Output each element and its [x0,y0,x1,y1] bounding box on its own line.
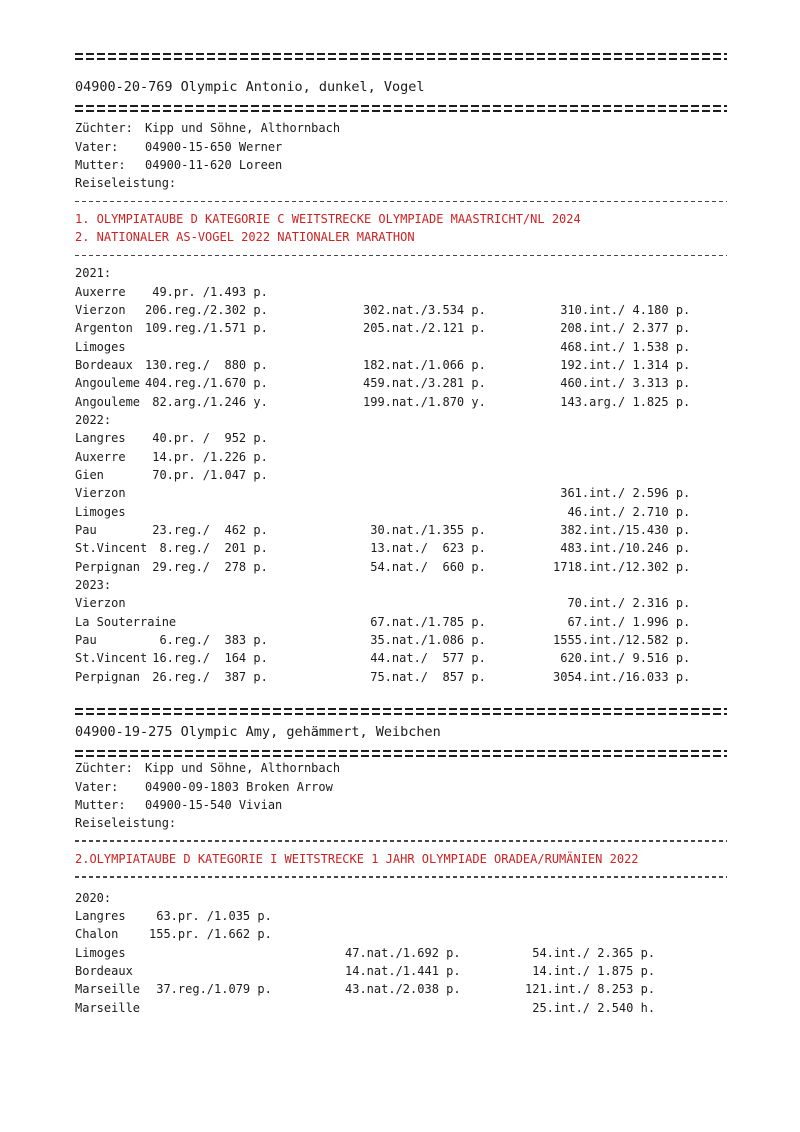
result-row [75,613,727,631]
international-result: 208.int./ 2.377 p. [553,321,691,336]
result-row [75,484,727,502]
honor-line: 1. OLYMPIATAUBE D KATEGORIE C WEITSTRECKE OLYMPIADE MAASTRICHT/NL 2024 [75,212,581,227]
document-content [75,0,727,1017]
result-row [75,907,727,925]
separator-bar [75,755,727,757]
result-row [75,411,727,429]
pigeon-record [75,708,727,1017]
separator-double [75,750,727,757]
info-label: Züchter: [75,121,133,136]
result-row [75,980,727,998]
separator-dashed [75,255,727,257]
regional-result: 109.reg./1.571 p. [145,321,268,336]
regional-result: 8.reg./ 201 p. [145,541,268,556]
result-row [75,962,727,980]
result-row [75,393,727,411]
race-location: Angouleme [75,394,141,409]
international-result: 25.int./ 2.540 h. [525,1000,656,1015]
result-row [75,356,727,374]
info-value: 04900-09-1803 Broken Arrow [145,779,333,794]
race-location: Auxerre [75,449,126,464]
result-row [75,319,727,337]
result-row [75,503,727,521]
regional-result: 49.pr. /1.493 p. [145,284,268,299]
race-location: Pau [75,632,97,647]
info-label: Mutter: [75,797,126,812]
national-result: 67.nat./1.785 p. [363,614,486,629]
regional-result: 70.pr. /1.047 p. [145,467,268,482]
regional-result: 206.reg./2.302 p. [145,302,268,317]
pigeon-record [75,53,727,686]
result-row [75,668,727,686]
result-row [75,301,727,319]
result-row [75,374,727,392]
info-row [75,796,727,814]
regional-result: 63.pr. /1.035 p. [149,909,272,924]
race-location: Limoges [75,945,126,960]
results-table [75,889,727,1017]
info-row [75,119,727,137]
national-result: 459.nat./3.281 p. [363,376,486,391]
info-row [75,814,727,832]
result-row [75,283,727,301]
result-row [75,594,727,612]
separator-bar [75,110,727,112]
race-location: Vierzon [75,486,126,501]
info-row [75,759,727,777]
info-label: Reiseleistung: [75,816,177,831]
regional-result: 23.reg./ 462 p. [145,522,268,537]
race-location: St.Vincent [75,541,148,556]
regional-result: 6.reg./ 383 p. [145,632,268,647]
race-location: Pau [75,522,97,537]
result-row [75,925,727,943]
international-result: 67.int./ 1.996 p. [553,614,691,629]
national-result: 43.nat./2.038 p. [345,982,461,997]
international-result: 46.int./ 2.710 p. [553,504,691,519]
record-title: 04900-19-275 Olympic Amy, gehämmert, Weibchen [75,723,441,740]
race-location: 2022: [75,412,112,427]
pedigree-info [75,119,727,192]
info-value: 04900-11-620 Loreen [145,157,283,172]
info-row [75,156,727,174]
info-label: Reiseleistung: [75,176,177,191]
regional-result: 130.reg./ 880 p. [145,357,268,372]
race-location: Vierzon [75,302,126,317]
regional-result: 40.pr. / 952 p. [145,431,268,446]
result-row [75,631,727,649]
race-location: Chalon [75,927,119,942]
international-result: 54.int./ 2.365 p. [525,945,656,960]
race-location: Perpignan [75,669,141,684]
national-result: 35.nat./1.086 p. [363,632,486,647]
result-row [75,429,727,447]
separator-bar [75,53,727,55]
international-result: 1718.int./12.302 p. [553,559,691,574]
honor-line: 2. NATIONALER AS-VOGEL 2022 NATIONALER MARATHON [75,230,415,245]
national-result: 44.nat./ 577 p. [363,651,486,666]
result-row [75,264,727,282]
race-location: Limoges [75,504,126,519]
result-row [75,999,727,1017]
separator-dashed [75,840,727,842]
race-location: 2021: [75,266,112,281]
race-location: 2020: [75,890,112,905]
result-row [75,576,727,594]
separator-bar [75,750,727,752]
national-result: 30.nat./1.355 p. [363,522,486,537]
result-row [75,521,727,539]
national-result: 54.nat./ 660 p. [363,559,486,574]
separator-double [75,53,727,60]
honors-list [75,210,727,247]
info-row [75,778,727,796]
regional-result: 26.reg./ 387 p. [145,669,268,684]
result-row [75,558,727,576]
pedigree-info [75,759,727,832]
regional-result: 82.arg./1.246 y. [145,394,268,409]
separator-bar [75,708,727,710]
info-label: Vater: [75,779,119,794]
regional-result: 29.reg./ 278 p. [145,559,268,574]
national-result: 14.nat./1.441 p. [345,964,461,979]
result-row [75,944,727,962]
regional-result: 37.reg./1.079 p. [149,982,272,997]
race-location: Langres [75,431,126,446]
race-location: Gien [75,467,104,482]
race-location: Langres [75,909,126,924]
race-location: Bordeaux [75,964,133,979]
race-location: Angouleme [75,376,141,391]
international-result: 468.int./ 1.538 p. [553,339,691,354]
national-result: 182.nat./1.066 p. [363,357,486,372]
international-result: 310.int./ 4.180 p. [553,302,691,317]
separator-bar [75,713,727,715]
international-result: 1555.int./12.582 p. [553,632,691,647]
regional-result: 14.pr. /1.226 p. [145,449,268,464]
regional-result: 155.pr. /1.662 p. [149,927,272,942]
separator-dashed [75,876,727,878]
regional-result: 16.reg./ 164 p. [145,651,268,666]
race-location: Auxerre [75,284,126,299]
race-location: Argenton [75,321,133,336]
race-location: Marseille [75,1000,141,1015]
info-value: Kipp und Söhne, Althornbach [145,761,341,776]
regional-result: 404.reg./1.670 p. [145,376,268,391]
info-value: 04900-15-650 Werner [145,139,283,154]
info-value: Kipp und Söhne, Althornbach [145,121,341,136]
result-row [75,448,727,466]
race-location: La Souterraine [75,614,177,629]
international-result: 14.int./ 1.875 p. [525,964,656,979]
international-result: 620.int./ 9.516 p. [553,651,691,666]
separator-double [75,708,727,715]
result-row [75,466,727,484]
separator-dashed [75,201,727,203]
separator-bar [75,105,727,107]
info-row [75,174,727,192]
info-label: Vater: [75,139,119,154]
separator-double [75,105,727,112]
international-result: 3054.int./16.033 p. [553,669,691,684]
result-row [75,539,727,557]
national-result: 13.nat./ 623 p. [363,541,486,556]
result-row [75,889,727,907]
international-result: 361.int./ 2.596 p. [553,486,691,501]
international-result: 143.arg./ 1.825 p. [553,394,691,409]
race-location: Limoges [75,339,126,354]
honor-line: 2.OLYMPIATAUBE D KATEGORIE I WEITSTRECKE 1 JAHR OLYMPIADE ORADEA/RUMÄNIEN 2022 [75,851,639,866]
race-location: Bordeaux [75,357,133,372]
results-table [75,264,727,686]
national-result: 47.nat./1.692 p. [345,945,461,960]
record-title: 04900-20-769 Olympic Antonio, dunkel, Vogel [75,79,425,95]
international-result: 460.int./ 3.313 p. [553,376,691,391]
race-location: Marseille [75,982,141,997]
result-row [75,649,727,667]
international-result: 121.int./ 8.253 p. [525,982,656,997]
result-row [75,338,727,356]
national-result: 205.nat./2.121 p. [363,321,486,336]
race-location: 2023: [75,577,112,592]
race-location: Perpignan [75,559,141,574]
info-label: Mutter: [75,157,126,172]
international-result: 483.int./10.246 p. [553,541,691,556]
info-value: 04900-15-540 Vivian [145,797,283,812]
international-result: 382.int./15.430 p. [553,522,691,537]
info-label: Züchter: [75,761,133,776]
race-location: St.Vincent [75,651,148,666]
national-result: 302.nat./3.534 p. [363,302,486,317]
race-location: Vierzon [75,596,126,611]
info-row [75,138,727,156]
record-list [75,53,727,1017]
separator-bar [75,58,727,60]
international-result: 192.int./ 1.314 p. [553,357,691,372]
national-result: 199.nat./1.870 y. [363,394,486,409]
honors-list [75,850,727,868]
national-result: 75.nat./ 857 p. [363,669,486,684]
international-result: 70.int./ 2.316 p. [553,596,691,611]
